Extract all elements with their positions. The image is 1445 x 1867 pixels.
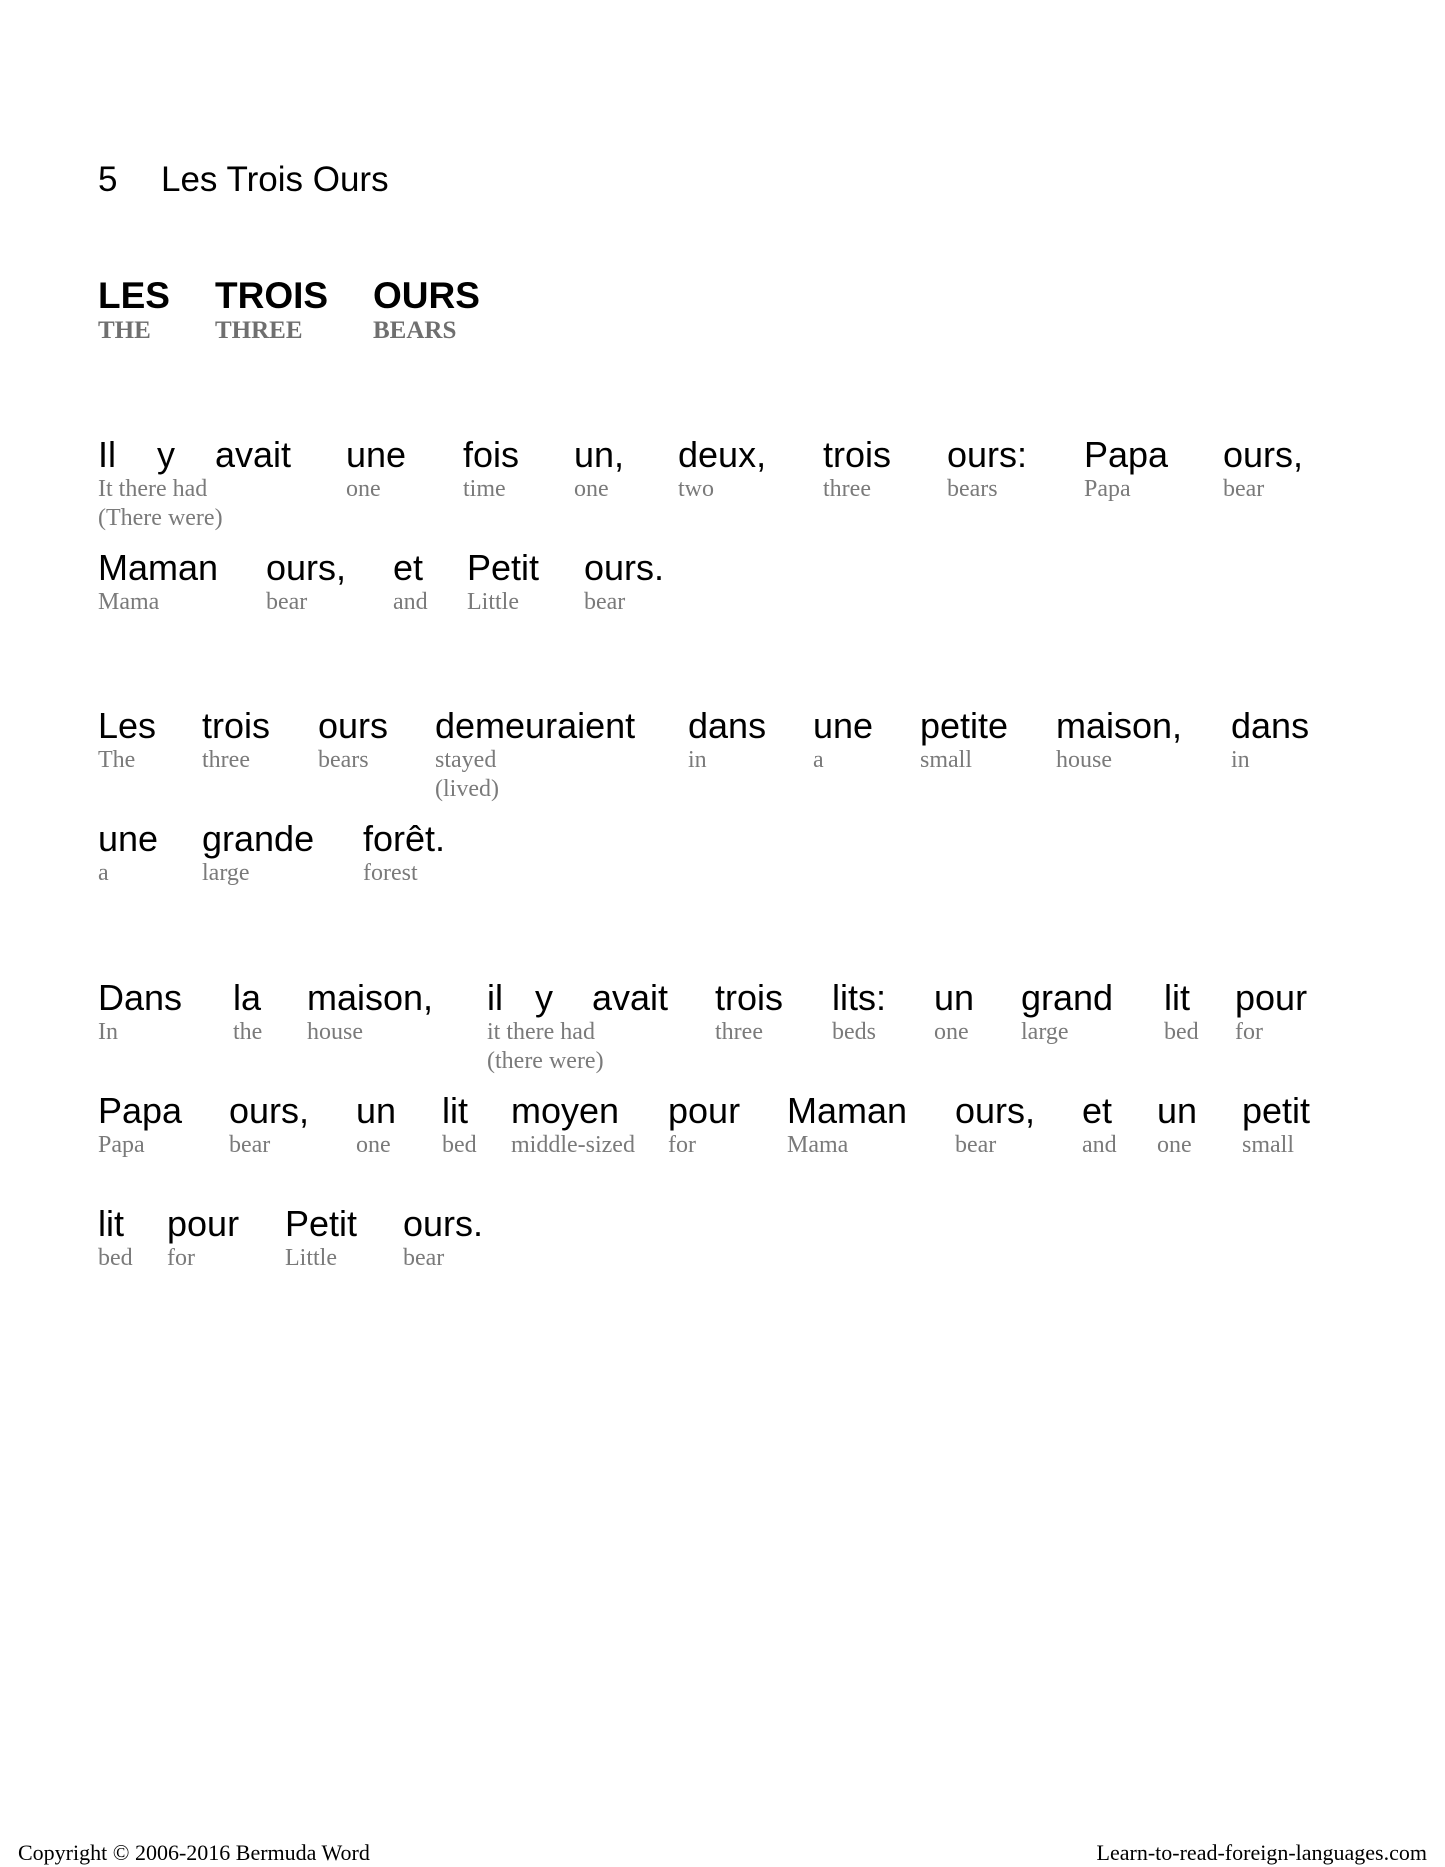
- french-word: grande: [202, 818, 315, 859]
- english-gloss: The: [98, 747, 136, 773]
- french-word: ours:: [947, 434, 1028, 475]
- word-pair: [715, 978, 783, 1047]
- word-pair: [574, 435, 624, 504]
- english-gloss: one: [356, 1132, 391, 1158]
- french-word: un,: [574, 434, 625, 475]
- english-gloss: for: [668, 1132, 696, 1158]
- english-gloss: bed: [442, 1132, 477, 1158]
- english-gloss: Mama: [98, 589, 160, 615]
- copyright-footer: Copyright © 2006-2016 Bermuda Word: [18, 1840, 370, 1865]
- french-word: une: [813, 705, 874, 746]
- french-word: Papa: [98, 1090, 183, 1131]
- french-word: et: [1082, 1090, 1113, 1131]
- word-pair: [1223, 435, 1303, 504]
- english-gloss: bear: [266, 589, 308, 615]
- word-pair: [592, 978, 668, 1018]
- french-word: lit: [442, 1090, 468, 1131]
- french-word: fois: [463, 434, 520, 475]
- french-word: pour: [1235, 977, 1308, 1018]
- french-word: Dans: [98, 977, 183, 1018]
- english-gloss: Little: [285, 1245, 337, 1271]
- word-pair: [1084, 435, 1168, 504]
- french-word: avait: [215, 434, 292, 475]
- english-gloss: forest: [363, 860, 418, 886]
- french-word: trois: [715, 977, 784, 1018]
- english-gloss: BEARS: [373, 317, 457, 344]
- word-pair: [229, 1091, 309, 1160]
- english-gloss: house: [1056, 747, 1112, 773]
- word-pair: [823, 435, 891, 504]
- word-pair: [403, 1204, 483, 1273]
- french-word: ours.: [403, 1203, 484, 1244]
- french-word: et: [393, 547, 424, 588]
- word-pair: [1056, 706, 1182, 775]
- french-word: petite: [920, 705, 1009, 746]
- word-pair: [668, 1091, 740, 1160]
- word-pair: [947, 435, 1027, 504]
- word-pair: [318, 706, 388, 775]
- french-word: dans: [1231, 705, 1310, 746]
- word-pair: [356, 1091, 396, 1160]
- french-word: pour: [668, 1090, 741, 1131]
- word-pair: [233, 978, 262, 1047]
- english-gloss: bear: [229, 1132, 271, 1158]
- french-word: Il: [98, 434, 116, 475]
- english-gloss-note: (There were): [98, 505, 223, 531]
- english-gloss: bear: [403, 1245, 445, 1271]
- word-pair: [435, 706, 635, 804]
- word-pair: [787, 1091, 907, 1160]
- french-word: ours,: [1223, 434, 1304, 475]
- word-pair: [202, 706, 270, 775]
- word-pair: [98, 978, 182, 1047]
- word-pair: [813, 706, 873, 775]
- english-gloss: bears: [318, 747, 369, 773]
- word-pair: [346, 435, 406, 504]
- english-gloss: bears: [947, 476, 998, 502]
- word-pair: [1235, 978, 1307, 1047]
- french-word: Petit: [285, 1203, 358, 1244]
- english-gloss: one: [1157, 1132, 1192, 1158]
- french-word: lit: [1164, 977, 1190, 1018]
- english-gloss: Papa: [98, 1132, 145, 1158]
- word-pair: [463, 435, 519, 504]
- english-gloss: bear: [1223, 476, 1265, 502]
- english-gloss: It there had: [98, 476, 208, 502]
- french-word: y: [535, 977, 553, 1018]
- english-gloss: for: [1235, 1019, 1263, 1045]
- french-word: moyen: [511, 1090, 620, 1131]
- french-word: Maman: [787, 1090, 908, 1131]
- word-pair: [467, 548, 539, 617]
- word-pair: [955, 1091, 1035, 1160]
- french-word: grand: [1021, 977, 1114, 1018]
- french-word: TROIS: [215, 275, 329, 316]
- word-pair: [934, 978, 974, 1047]
- english-gloss: in: [688, 747, 707, 773]
- title-word: [373, 276, 480, 345]
- english-gloss: In: [98, 1019, 118, 1045]
- chapter-heading: [98, 160, 389, 200]
- word-pair: [511, 1091, 635, 1160]
- french-word: un: [356, 1090, 397, 1131]
- english-gloss: a: [98, 860, 109, 886]
- french-word: petit: [1242, 1090, 1311, 1131]
- french-word: ours: [318, 705, 389, 746]
- english-gloss: bear: [584, 589, 626, 615]
- french-word: lit: [98, 1203, 124, 1244]
- word-pair: [832, 978, 886, 1047]
- word-pair: [215, 435, 291, 475]
- english-gloss: large: [202, 860, 250, 886]
- title-word: [215, 276, 328, 345]
- french-word: un: [1157, 1090, 1198, 1131]
- word-pair: [285, 1204, 357, 1273]
- english-gloss: and: [1082, 1132, 1117, 1158]
- english-gloss-note: (there were): [487, 1048, 604, 1074]
- english-gloss: the: [233, 1019, 263, 1045]
- english-gloss: in: [1231, 747, 1250, 773]
- word-pair: [1164, 978, 1199, 1047]
- french-word: deux,: [678, 434, 767, 475]
- word-pair: [920, 706, 1008, 775]
- french-word: forêt.: [363, 818, 446, 859]
- french-word: maison,: [307, 977, 434, 1018]
- word-pair: [157, 435, 175, 475]
- word-pair: [266, 548, 346, 617]
- french-word: LES: [98, 275, 170, 316]
- english-gloss: one: [934, 1019, 969, 1045]
- french-word: dans: [688, 705, 767, 746]
- french-word: lits:: [832, 977, 886, 1018]
- french-word: OURS: [373, 275, 480, 316]
- word-pair: [363, 819, 445, 888]
- word-pair: [535, 978, 553, 1018]
- english-gloss: bed: [98, 1245, 133, 1271]
- word-pair: [98, 1204, 133, 1273]
- chapter-title: Les Trois Ours: [161, 160, 389, 199]
- english-gloss: one: [574, 476, 609, 502]
- english-gloss: Mama: [787, 1132, 849, 1158]
- word-pair: [98, 706, 156, 775]
- english-gloss: and: [393, 589, 428, 615]
- french-word: trois: [823, 434, 892, 475]
- word-pair: [393, 548, 428, 617]
- english-gloss: two: [678, 476, 714, 502]
- word-pair: [584, 548, 664, 617]
- title-word: [98, 276, 170, 345]
- word-pair: [98, 1091, 182, 1160]
- english-gloss-note: (lived): [435, 776, 499, 802]
- english-gloss: Papa: [1084, 476, 1131, 502]
- english-gloss: beds: [832, 1019, 876, 1045]
- english-gloss: bed: [1164, 1019, 1199, 1045]
- french-word: y: [157, 434, 175, 475]
- english-gloss: stayed: [435, 747, 497, 773]
- english-gloss: THE: [98, 317, 151, 344]
- french-word: Papa: [1084, 434, 1169, 475]
- french-word: trois: [202, 705, 271, 746]
- french-word: demeuraient: [435, 705, 636, 746]
- word-pair: [1157, 1091, 1197, 1160]
- word-pair: [688, 706, 766, 775]
- word-pair: [202, 819, 314, 888]
- chapter-number: 5: [98, 160, 118, 199]
- english-gloss: large: [1021, 1019, 1069, 1045]
- english-gloss: one: [346, 476, 381, 502]
- french-word: un: [934, 977, 975, 1018]
- french-word: Petit: [467, 547, 540, 588]
- french-word: une: [346, 434, 407, 475]
- french-word: Maman: [98, 547, 219, 588]
- french-word: ours,: [266, 547, 347, 588]
- english-gloss: a: [813, 747, 824, 773]
- english-gloss: three: [202, 747, 250, 773]
- french-word: ours.: [584, 547, 665, 588]
- french-word: une: [98, 818, 159, 859]
- french-word: Les: [98, 705, 157, 746]
- english-gloss: small: [1242, 1132, 1294, 1158]
- english-gloss: bear: [955, 1132, 997, 1158]
- french-word: il: [487, 977, 503, 1018]
- french-word: avait: [592, 977, 669, 1018]
- english-gloss: for: [167, 1245, 195, 1271]
- english-gloss: small: [920, 747, 972, 773]
- word-pair: [307, 978, 433, 1047]
- english-gloss: middle-sized: [511, 1132, 635, 1158]
- english-gloss: THREE: [215, 317, 303, 344]
- word-pair: [442, 1091, 477, 1160]
- french-word: maison,: [1056, 705, 1183, 746]
- french-word: ours,: [229, 1090, 310, 1131]
- english-gloss: time: [463, 476, 506, 502]
- english-gloss: it there had: [487, 1019, 595, 1045]
- word-pair: [1242, 1091, 1310, 1160]
- english-gloss: three: [823, 476, 871, 502]
- english-gloss: house: [307, 1019, 363, 1045]
- french-word: la: [233, 977, 262, 1018]
- word-pair: [1021, 978, 1113, 1047]
- word-pair: [167, 1204, 239, 1273]
- french-word: ours,: [955, 1090, 1036, 1131]
- french-word: pour: [167, 1203, 240, 1244]
- word-pair: [98, 548, 218, 617]
- word-pair: [98, 819, 158, 888]
- word-pair: [678, 435, 766, 504]
- english-gloss: three: [715, 1019, 763, 1045]
- word-pair: [1231, 706, 1309, 775]
- word-pair: [1082, 1091, 1117, 1160]
- website-footer: Learn-to-read-foreign-languages.com: [1096, 1840, 1427, 1865]
- english-gloss: Little: [467, 589, 519, 615]
